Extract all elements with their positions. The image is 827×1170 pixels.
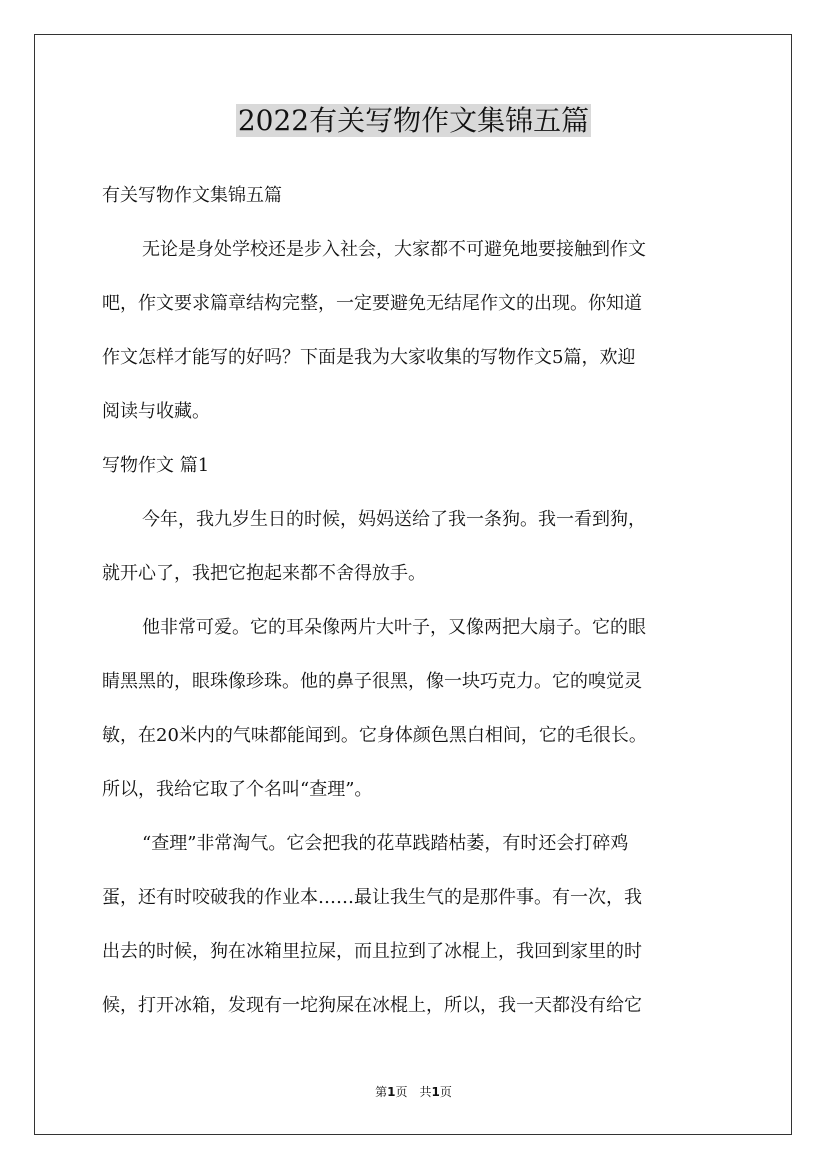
- text-line: 今年，我九岁生日的时候，妈妈送给了我一条狗。我一看到狗，: [142, 509, 646, 530]
- text-line: 候，打开冰箱，发现有一坨狗屎在冰棍上，所以，我一天都没有给它: [102, 995, 642, 1016]
- footer-prefix: 第: [375, 1085, 388, 1099]
- footer-mid: 页 共: [395, 1085, 432, 1099]
- text-line: 阅读与收藏。: [102, 401, 210, 422]
- footer-total-pages: 1: [431, 1085, 440, 1099]
- paragraph-2: [102, 601, 726, 817]
- text-line: 就开心了，我把它抱起来都不舍得放手。: [102, 563, 426, 584]
- text-line: 睛黑黑的，眼珠像珍珠。他的鼻子很黑，像一块巧克力。它的嗅觉灵: [102, 671, 642, 692]
- text-line: 蛋，还有时咬破我的作业本……最让我生气的是那件事。有一次，我: [102, 887, 642, 908]
- text-line: 吧，作文要求篇章结构完整，一定要避免无结尾作文的出现。你知道: [102, 293, 642, 314]
- text-line: 他非常可爱。它的耳朵像两片大叶子，又像两把大扇子。它的眼: [142, 617, 646, 638]
- text-line: 所以，我给它取了个名叫“查理”。: [102, 779, 373, 800]
- text-line: “查理”非常淘气。它会把我的花草践踏枯萎，有时还会打碎鸡: [142, 833, 629, 854]
- paragraph-3: [102, 817, 726, 1033]
- text-line: 作文怎样才能写的好吗？下面是我为大家收集的写物作文5篇，欢迎: [102, 347, 636, 368]
- document-body: [102, 169, 726, 1033]
- text-line: 无论是身处学校还是步入社会，大家都不可避免地要接触到作文: [142, 239, 646, 260]
- section-heading: 写物作文 篇1: [102, 455, 210, 476]
- document-title: [0, 101, 827, 141]
- footer-suffix: 页: [439, 1085, 452, 1099]
- page-footer: [0, 1083, 827, 1101]
- text-line: 敏，在20米内的气味都能闻到。它身体颜色黑白相间，它的毛很长。: [102, 725, 647, 746]
- intro-paragraph: [102, 223, 726, 439]
- subtitle: 有关写物作文集锦五篇: [102, 185, 282, 206]
- document-title-text: 2022有关写物作文集锦五篇: [237, 104, 590, 137]
- text-line: 出去的时候，狗在冰箱里拉屎，而且拉到了冰棍上，我回到家里的时: [102, 941, 642, 962]
- footer-page-number: 1: [387, 1085, 396, 1099]
- paragraph-1: [102, 493, 726, 601]
